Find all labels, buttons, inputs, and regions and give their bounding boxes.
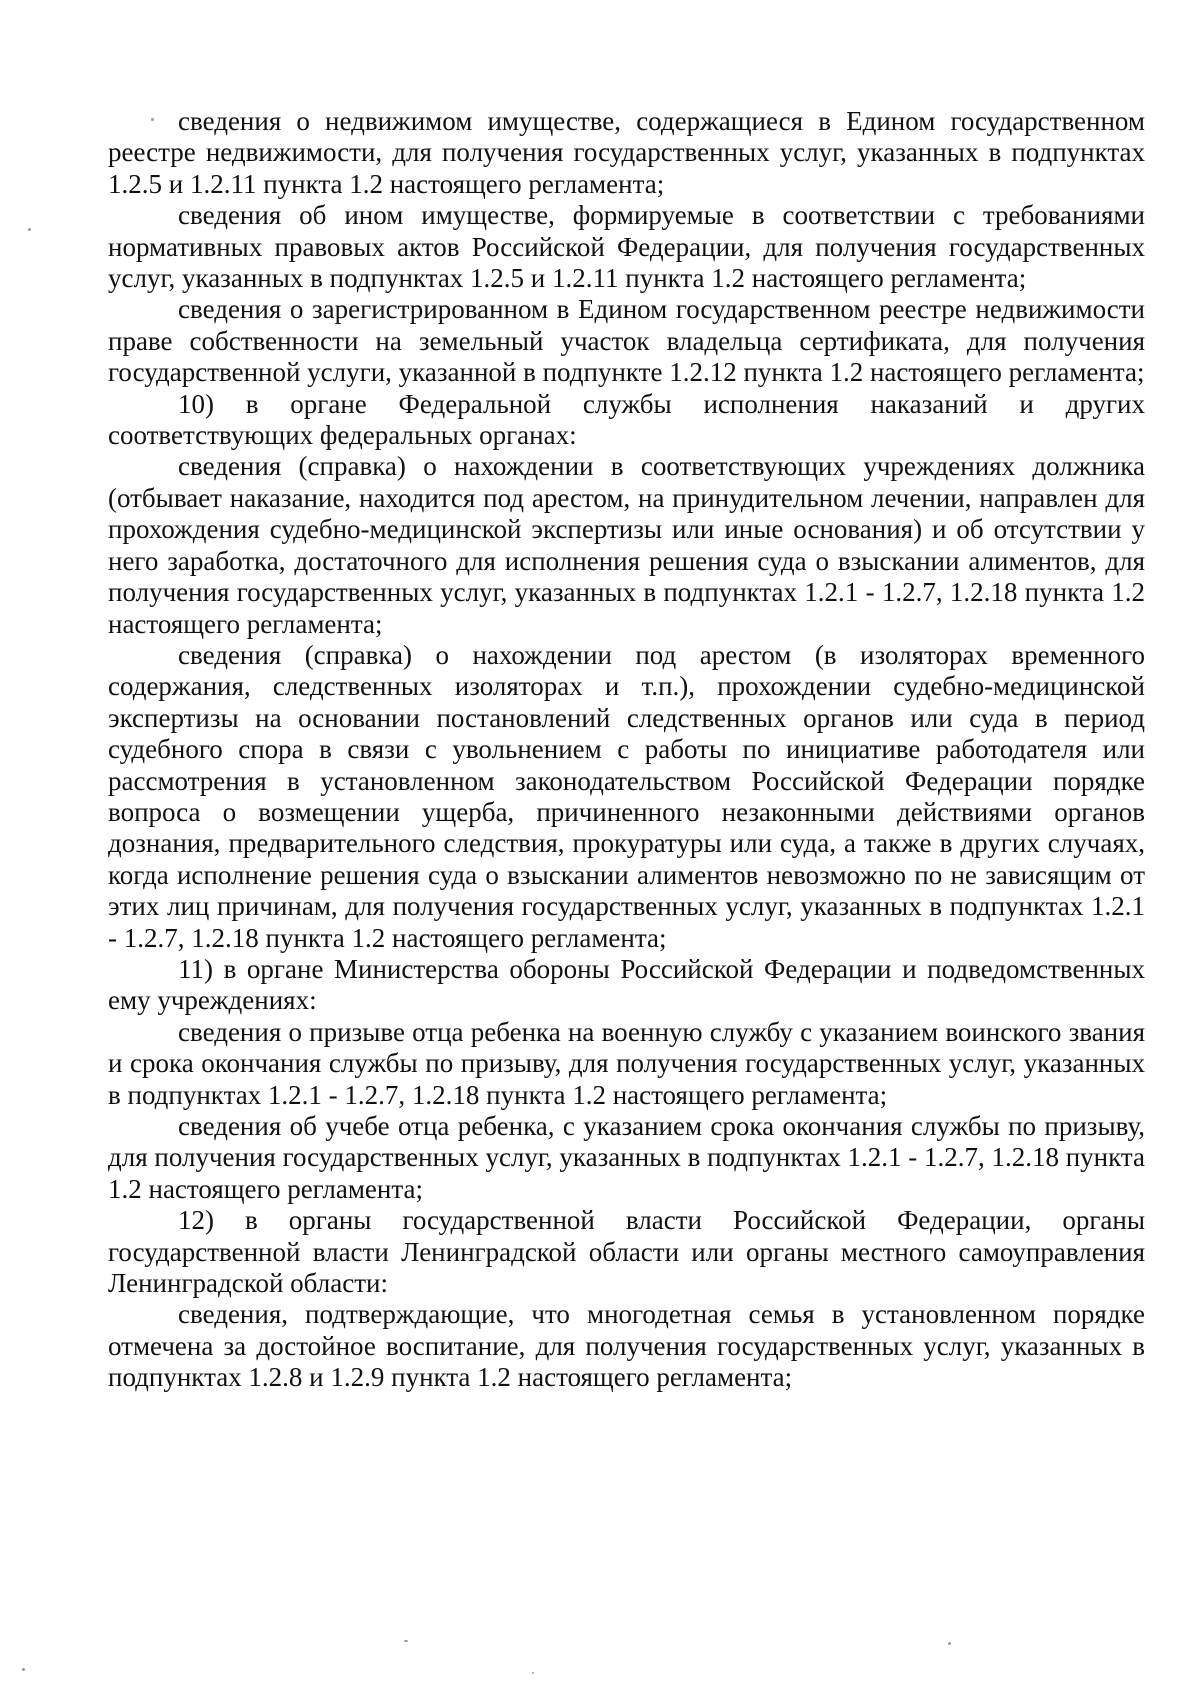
document-body [108, 106, 1145, 1394]
paragraph-arrest-info: сведения (справка) о нахождении под арестом (в изоляторах временного содержания, следственных изоляторах и т.п.), прохождении судебно-медицинской экспертизы на основании постановлений следственных органов или суда в период судебного спора в связи с увольнением с работы по инициативе работодателя или рассмотрения в установленном законодательством Российской Федерации порядке вопроса о возмещении ущерба, причиненного незаконными действиями органов дознания, предварительного следствия, прокуратуры или суда, а также в других случаях, когда исполнение решения суда о взыскании алиментов невозможно по не зависящим от этих лиц причинам, для получения государственных услуг, указанных в подпунктах 1.2.1 - 1.2.7, 1.2.18 пункта 1.2 настоящего регламента; [108, 639, 1145, 953]
paragraph-item-11-defense: 11) в органе Министерства обороны Российской Федерации и подведомственных ему учреждениях: [108, 953, 1145, 1016]
paragraph-debtor-institution-info: сведения (справка) о нахождении в соответствующих учреждениях должника (отбывает наказание, находится под арестом, на принудительном лечении, направлен для прохождения судебно-медицинской экспертизы или иные основания) и об отсутствии у него заработка, достаточного для исполнения решения суда о взыскании алиментов, для получения государственных услуг, указанных в подпунктах 1.2.1 - 1.2.7, 1.2.18 пункта 1.2 настоящего регламента; [108, 451, 1145, 639]
paragraph-large-family-info: сведения, подтверждающие, что многодетная семья в установленном порядке отмечена за достойное воспитание, для получения государственных услуг, указанных в подпунктах 1.2.8 и 1.2.9 пункта 1.2 настоящего регламента; [108, 1299, 1145, 1393]
paragraph-land-ownership-info: сведения о зарегистрированном в Едином государственном реестре недвижимости праве собственности на земельный участок владельца сертификата, для получения государственной услуги, указанной в подпункте 1.2.12 пункта 1.2 настоящего регламента; [108, 294, 1145, 388]
scan-speck [532, 1672, 534, 1674]
scan-speck [948, 1642, 951, 1645]
paragraph-other-property-info: сведения об ином имуществе, формируемые в соответствии с требованиями нормативных правовых актов Российской Федерации, для получения государственных услуг, указанных в подпунктах 1.2.5 и 1.2.11 пункта 1.2 настоящего регламента; [108, 200, 1145, 294]
scan-speck [22, 1668, 25, 1671]
paragraph-father-study-info: сведения об учебе отца ребенка, с указанием срока окончания службы по призыву, для получения государственных услуг, указанных в подпунктах 1.2.1 - 1.2.7, 1.2.18 пункта 1.2 настоящего регламента; [108, 1111, 1146, 1204]
scan-speck [151, 118, 154, 121]
paragraph-real-estate-info: сведения о недвижимом имуществе, содержащиеся в Едином государственном реестре недвижимости, для получения государственных услуг, указанных в подпунктах 1.2.5 и 1.2.11 пункта 1.2 настоящего регламента; [108, 106, 1145, 199]
paragraph-item-10-penitentiary: 10) в органе Федеральной службы исполнения наказаний и других соответствующих федеральных органах: [108, 388, 1145, 451]
scan-speck [404, 1640, 408, 1642]
paragraph-item-12-authorities: 12) в органы государственной власти Российской Федерации, органы государственной власти Ленинградской области или органы местного самоуправления Ленинградской области: [108, 1205, 1145, 1299]
scan-speck [28, 228, 31, 231]
paragraph-military-draft-info: сведения о призыве отца ребенка на военную службу с указанием воинского звания и срока окончания службы по призыву, для получения государственных услуг, указанных в подпунктах 1.2.1 - 1.2.7, 1.2.18 пункта 1.2 настоящего регламента; [108, 1016, 1145, 1110]
